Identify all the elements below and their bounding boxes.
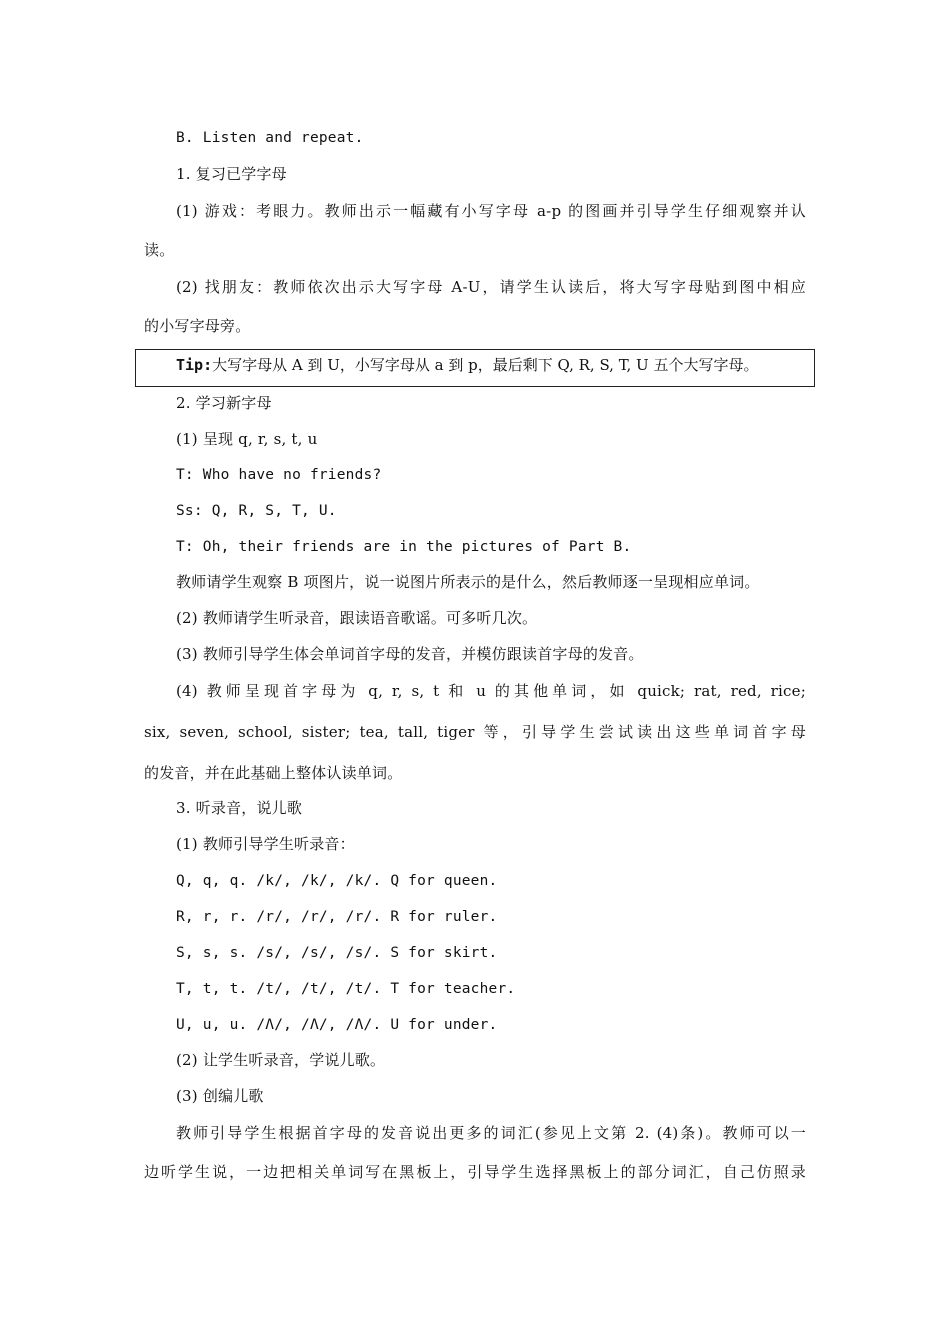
step1-item1-line1: (1) 游戏：考眼力。教师出示一幅藏有小写字母 a-p 的图画并引导学生仔细观察并认 [176, 202, 806, 220]
step3-item1: (1) 教师引导学生听录音： [176, 835, 355, 853]
chant-line-t: T, t, t. /t/, /t/, /t/. T for teacher. [176, 981, 516, 997]
step2-item3: (3) 教师引导学生体会单词首字母的发音，并模仿跟读首字母的发音。 [176, 645, 644, 663]
step2-item4-line2: six, seven, school, sister; tea, tall, tiger 等，引导学生尝试读出这些单词首字母 [144, 723, 806, 741]
step1-item2-line1: (2) 找朋友：教师依次出示大写字母 A-U，请学生认读后，将大写字母贴到图中相应 [176, 278, 806, 296]
step3-item3: (3) 创编儿歌 [176, 1087, 264, 1105]
step2-item4-line1: (4) 教师呈现首字母为 q, r, s, t 和 u 的其他单词，如 quick; rat, red, rice; [176, 682, 806, 700]
dialogue-line-1: T: Who have no friends? [176, 467, 382, 483]
step1-item1-line2: 读。 [144, 241, 175, 259]
step1-item2-line2: 的小写字母旁。 [144, 317, 251, 335]
dialogue-line-2: Ss: Q, R, S, T, U. [176, 503, 337, 519]
chant-line-q: Q, q, q. /k/, /k/, /k/. Q for queen. [176, 873, 498, 889]
dialogue-line-3: T: Oh, their friends are in the pictures of Part B. [176, 539, 632, 555]
chant-line-r: R, r, r. /r/, /r/, /r/. R for ruler. [176, 909, 498, 925]
step2-observe: 教师请学生观察 B 项图片，说一说图片所表示的是什么，然后教师逐一呈现相应单词。 [176, 573, 760, 591]
step2-item2: (2) 教师请学生听录音，跟读语音歌谣。可多听几次。 [176, 609, 538, 627]
step2-item4-line3: 的发音，并在此基础上整体认读单词。 [144, 764, 403, 782]
section-heading: B. Listen and repeat. [176, 130, 364, 146]
step3-para-line1: 教师引导学生根据首字母的发音说出更多的词汇(参见上文第 2. (4)条)。教师可以一 [176, 1124, 806, 1142]
tip-content [176, 355, 758, 375]
step3-para-line2: 边听学生说，一边把相关单词写在黑板上，引导学生选择黑板上的部分词汇，自己仿照录 [144, 1163, 806, 1181]
step3-title: 3. 听录音，说儿歌 [176, 799, 303, 817]
step2-title: 2. 学习新字母 [176, 394, 272, 412]
chant-line-u: U, u, u. /Λ/, /Λ/, /Λ/. U for under. [176, 1017, 498, 1033]
tip-text: 大写字母从 A 到 U，小写字母从 a 到 p，最后剩下 Q, R, S, T, U 五个大写字母。 [212, 356, 759, 374]
tip-box [135, 349, 815, 387]
chant-line-s: S, s, s. /s/, /s/, /s/. S for skirt. [176, 945, 498, 961]
step3-item2: (2) 让学生听录音，学说儿歌。 [176, 1051, 386, 1069]
tip-label: Tip: [176, 356, 213, 374]
step1-title: 1. 复习已学字母 [176, 165, 287, 183]
step2-item1: (1) 呈现 q, r, s, t, u [176, 430, 318, 448]
